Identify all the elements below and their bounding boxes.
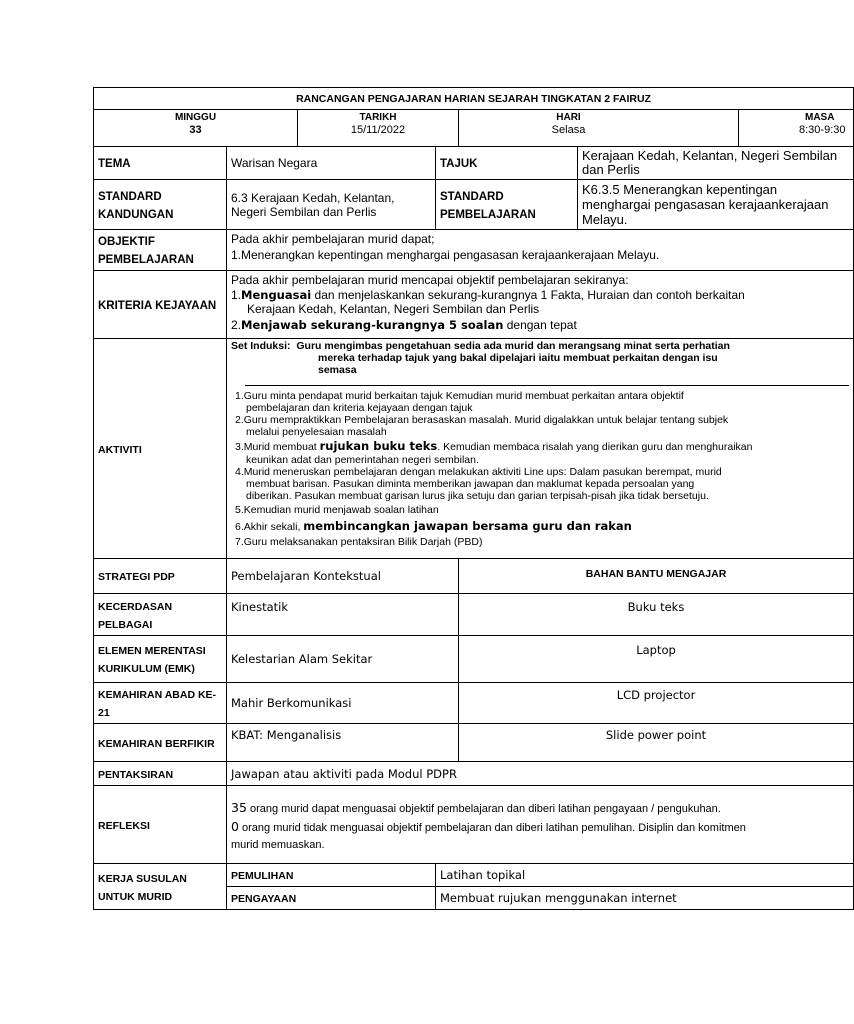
hari-label: HARI xyxy=(556,112,581,123)
activity-step-3-bold: rujukan buku teks xyxy=(319,439,438,454)
emk-label-cell xyxy=(94,636,227,683)
bbm-item-3: LCD projector xyxy=(459,683,854,724)
pentaksiran-label: PENTAKSIRAN xyxy=(98,768,174,781)
kriteria-item-2-text: dengan tepat xyxy=(503,318,577,332)
activity-step-4-cont-1: membuat barisan. Pasukan diminta memberikan jawapan dan maklumat kepada persoalan yang xyxy=(246,478,695,491)
kecerdasan-label: KECERDASAN PELBAGAI xyxy=(98,600,173,631)
aktiviti-cell xyxy=(227,339,854,559)
masa-value: 8:30-9:30 xyxy=(799,124,846,136)
bbm-item-4: Slide power point xyxy=(459,724,854,762)
bbm-header-cell xyxy=(459,559,854,594)
refleksi-text-1: orang murid dapat menguasai objektif pembelajaran dan diberi latihan pengayaan / pengukuhan. xyxy=(246,803,721,815)
lesson-plan-table xyxy=(93,87,854,910)
kriteria-label-cell xyxy=(94,271,227,339)
hari-value: Selasa xyxy=(551,124,586,136)
kriteria-item-2 xyxy=(231,318,849,332)
emk-label: ELEMEN MERENTASI KURIKULUM (EMK) xyxy=(98,645,206,675)
activity-step-3 xyxy=(231,440,849,453)
refleksi-label: REFLEKSI xyxy=(98,819,150,832)
kriteria-cell xyxy=(227,271,854,339)
emk-value: Kelestarian Alam Sekitar xyxy=(227,636,459,683)
activity-step-4-cont-2: diberikan. Pasukan membuat garisan lurus jika setuju dan garian terpisah-pisah jika tidak bersetuju. xyxy=(246,490,709,503)
minggu-cell xyxy=(94,110,298,147)
objektif-cell xyxy=(227,230,854,271)
set-induksi-line-3: semasa xyxy=(318,364,357,377)
kriteria-item-1-bold: Menguasai xyxy=(241,288,312,302)
tarikh-value: 15/11/2022 xyxy=(350,124,406,136)
refleksi-line-2 xyxy=(231,821,849,834)
strategi-label-cell xyxy=(94,559,227,594)
hari-cell xyxy=(459,110,739,147)
set-induksi-divider xyxy=(245,385,849,386)
pengayaan-label-cell xyxy=(227,887,436,910)
document-title: RANCANGAN PENGAJARAN HARIAN SEJARAH TINGKATAN 2 FAIRUZ xyxy=(94,88,854,110)
activity-step-2-cont: melalui penyelesaian masalah xyxy=(246,426,387,439)
masa-label: MASA xyxy=(805,112,835,123)
tema-label-cell xyxy=(94,147,227,180)
tajuk-label-cell xyxy=(436,147,578,180)
pentaksiran-label-cell xyxy=(94,762,227,786)
abad21-label: KEMAHIRAN ABAD KE-21 xyxy=(98,689,217,719)
pemulihan-label: PEMULIHAN xyxy=(231,870,294,882)
tarikh-cell xyxy=(298,110,459,147)
set-induksi-line-1 xyxy=(231,340,849,352)
objektif-item-1: 1.Menerangkan kepentingan menghargai pengasasan kerajaankerajaan Melayu. xyxy=(231,248,660,262)
header-row xyxy=(94,110,854,147)
bbm-item-1: Buku teks xyxy=(459,594,854,636)
lesson-plan-page xyxy=(93,87,846,906)
abad21-label-cell xyxy=(94,683,227,724)
abad21-value: Mahir Berkomunikasi xyxy=(227,683,459,724)
strategi-label: STRATEGI PDP xyxy=(98,571,175,583)
tema-value: Warisan Negara xyxy=(227,147,436,180)
refleksi-count-master: 35 xyxy=(231,800,247,815)
standard-kandungan-label: STANDARD KANDUNGAN xyxy=(98,190,174,221)
activity-step-6 xyxy=(231,520,849,533)
kriteria-item-1-text: dan menjelaskankan sekurang-kurangnya 1 Fakta, Huraian dan contoh berkaitan xyxy=(311,288,745,302)
activity-step-1-cont: pembelajaran dan kriteria kejayaan dengan tajuk xyxy=(246,401,473,414)
pemulihan-value: Latihan topikal xyxy=(436,864,854,887)
minggu-label: MINGGU xyxy=(174,112,217,123)
activity-step-3-post: . Kemudian membaca risalah yang dierikan guru dan menghuraikan xyxy=(437,441,753,454)
standard-kandungan-label-cell xyxy=(94,180,227,230)
kriteria-item-1 xyxy=(231,288,849,302)
aktiviti-label-cell xyxy=(94,339,227,559)
refleksi-line-1 xyxy=(231,802,849,815)
refleksi-label-cell xyxy=(94,786,227,864)
activity-step-3-cont: keunikan adat dan pemerintahan negeri sembilan. xyxy=(246,453,479,466)
pengayaan-label: PENGAYAAN xyxy=(231,893,297,905)
standard-pembelajaran-value: K6.3.5 Menerangkan kepentingan menghargai pengasasan kerajaankerajaan Melayu. xyxy=(578,180,854,230)
activity-step-3-pre: 3.Murid membuat xyxy=(235,441,320,454)
standard-pembelajaran-label: STANDARD PEMBELAJARAN xyxy=(440,190,536,221)
pentaksiran-value: Jawapan atau aktiviti pada Modul PDPR xyxy=(227,762,854,786)
refleksi-text-2: orang murid tidak menguasai objektif pembelajaran dan diberi latihan pemulihan. Disiplin dan komitmen xyxy=(238,822,746,835)
refleksi-line-3: murid memuaskan. xyxy=(231,839,325,852)
set-induksi-line-2: mereka terhadap tajuk yang bakal dipelajari iaitu membuat perkaitan dengan isu xyxy=(318,352,718,365)
activity-step-4: 4.Murid meneruskan pembelajaran dengan melakukan aktiviti Line ups: Dalam pasukan berempat, murid xyxy=(235,465,722,478)
activity-step-1: 1.Guru minta pendapat murid berkaitan tajuk Kemudian murid membuat perkaitan antara objektif xyxy=(235,389,684,402)
bbm-item-2: Laptop xyxy=(459,636,854,683)
kriteria-item-2-number: 2. xyxy=(231,318,242,332)
kecerdasan-value: Kinestatik xyxy=(227,594,459,636)
kecerdasan-label-cell xyxy=(94,594,227,636)
bbm-header: BAHAN BANTU MENGAJAR xyxy=(585,568,727,580)
refleksi-count-not-master: 0 xyxy=(231,819,239,835)
objektif-label-cell xyxy=(94,230,227,271)
tarikh-label: TARIKH xyxy=(359,112,397,123)
strategi-value: Pembelajaran Kontekstual xyxy=(227,559,459,594)
activity-step-7: 7.Guru melaksanakan pentaksiran Bilik Darjah (PBD) xyxy=(235,535,483,548)
kriteria-label: KRITERIA KEJAYAAN xyxy=(98,299,217,312)
kriteria-item-1-cont: Kerajaan Kedah, Kelantan, Negeri Sembilan dan Perlis xyxy=(247,302,540,316)
susulan-label-cell xyxy=(94,864,227,910)
activity-step-6-bold: membincangkan jawapan bersama guru dan rakan xyxy=(303,518,632,533)
activity-step-5: 5.Kemudian murid menjawab soalan latihan xyxy=(235,504,439,517)
aktiviti-label: AKTIVITI xyxy=(98,443,142,456)
pemulihan-label-cell xyxy=(227,864,436,887)
set-induksi-text-1: Guru mengimbas pengetahuan sedia ada murid dan merangsang minat serta perhatian xyxy=(296,340,730,352)
tema-label: TEMA xyxy=(98,158,131,170)
kriteria-intro: Pada akhir pembelajaran murid mencapai objektif pembelajaran sekiranya: xyxy=(231,273,629,287)
berfikir-label: KEMAHIRAN BERFIKIR xyxy=(98,737,215,750)
masa-cell xyxy=(739,110,854,147)
minggu-value: 33 xyxy=(189,124,202,136)
refleksi-cell xyxy=(227,786,854,864)
objektif-label: OBJEKTIF PEMBELAJARAN xyxy=(98,236,194,266)
pengayaan-value: Membuat rujukan menggunakan internet xyxy=(436,887,854,910)
kriteria-item-2-bold: Menjawab sekurang-kurangnya 5 soalan xyxy=(241,318,504,332)
tajuk-value: Kerajaan Kedah, Kelantan, Negeri Sembilan dan Perlis xyxy=(578,147,854,180)
activity-step-2: 2.Guru mempraktikkan Pembelajaran berasaskan masalah. Murid digalakkan untuk belajar tentang subjek xyxy=(235,414,729,427)
objektif-intro: Pada akhir pembelajaran murid dapat; xyxy=(231,232,435,246)
susulan-label: KERJA SUSULAN UNTUK MURID xyxy=(98,872,187,903)
standard-pembelajaran-label-cell xyxy=(436,180,578,230)
set-induksi-label: Set Induksi: xyxy=(231,340,291,352)
berfikir-value: KBAT: Menganalisis xyxy=(227,724,459,762)
kriteria-item-1-number: 1. xyxy=(231,288,242,302)
activity-step-6-pre: 6.Akhir sekali, xyxy=(235,520,304,533)
berfikir-label-cell xyxy=(94,724,227,762)
standard-kandungan-value: 6.3 Kerajaan Kedah, Kelantan, Negeri Sembilan dan Perlis xyxy=(227,180,436,230)
tajuk-label: TAJUK xyxy=(440,158,478,170)
